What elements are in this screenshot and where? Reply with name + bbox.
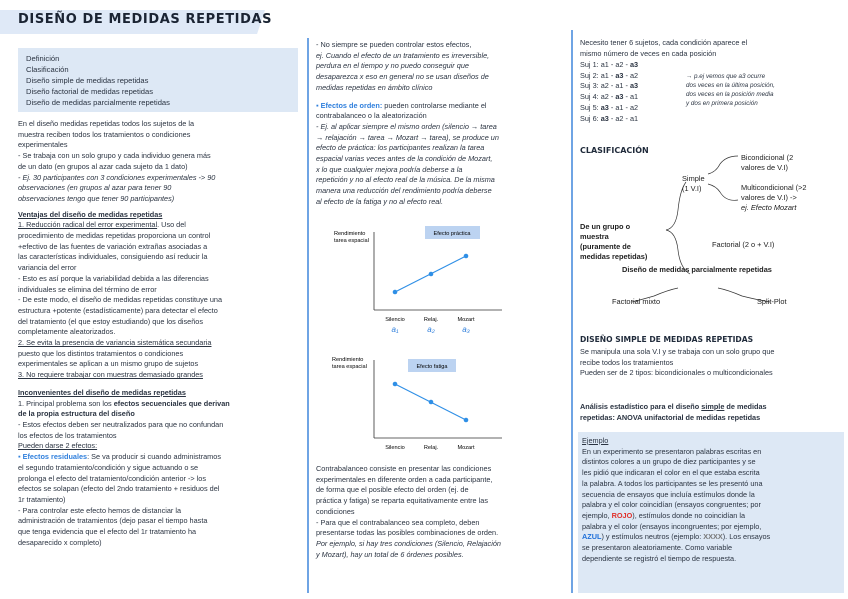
text-line: ), estímulos donde no coincidían la [632, 510, 746, 520]
text-line: medidas repetidas en ámbito clínico [316, 82, 433, 92]
text-line: pueden controlarse mediante el [382, 100, 487, 110]
text-line: 1r tratamiento) [18, 494, 66, 504]
text-line: de medidas [724, 402, 767, 411]
tree-multicondicional [741, 183, 807, 213]
y-label-line-1: Rendimiento [332, 357, 364, 363]
sujeto-row: Suj 4: a2 - a3 - a1 [580, 92, 639, 102]
text-line: palabra y el color coincidían (ensayos congruentes; por [582, 500, 761, 510]
index-item: Clasificación [26, 65, 69, 74]
ventaja-1: 1. Reducción radical del error experimental [18, 220, 158, 230]
sujeto-label: Suj 3: [580, 81, 601, 91]
text-line: se presentaron aleatoriamente. Como variable [582, 543, 733, 553]
page-title: DISEÑO DE MEDIDAS REPETIDAS [18, 12, 273, 27]
x-tick-label: Silencio [385, 445, 405, 451]
text-line: : Se va producir si cuando administramos [87, 452, 221, 462]
index-item: Diseño de medidas parcialmente repetidas [26, 98, 170, 107]
sujeto-row: Suj 1: a1 - a2 - a3 [580, 60, 639, 69]
branch-multicondicional [708, 184, 738, 200]
x-tick-label: Mozart [457, 445, 475, 451]
text-line: ej. Efecto Mozart [741, 203, 797, 212]
tree-split-plot: Split-Plot [757, 297, 787, 306]
text-line: - Se trabaja con un solo grupo y cada individuo genera más [18, 151, 211, 161]
text-line: de un dato (en grupos al azar cada sujeto da 1 dato) [18, 161, 188, 171]
text-line: perdura en el tiempo y no puedo conseguir que [316, 61, 469, 71]
text-line: - Ej. 30 participantes con 3 condiciones experimentales -> 90 [18, 172, 216, 182]
parcial-title: Diseño de medidas parcialmente repetidas [622, 265, 772, 274]
text-line: la palabra. A todos los participantes se les presentó una [582, 478, 763, 488]
data-point [393, 290, 398, 295]
ejemplo-title: Ejemplo [582, 436, 609, 445]
sujetos-list [580, 60, 680, 124]
column-1 [18, 119, 305, 548]
column-separator-right [571, 30, 573, 593]
sujeto-condition: a2 [615, 60, 624, 69]
text-line: - Ej. al aplicar siempre el mismo orden (silencio → tarea [316, 121, 497, 131]
column-2-top [316, 40, 568, 208]
text-line: → p.ej vemos que a3 ocurre [686, 73, 766, 80]
text-line: del tratamiento (el que estoy estudiando) que los diseños [18, 316, 203, 326]
text-line: los efectos de los tratamientos [18, 430, 117, 440]
sujeto-label: Suj 2: [580, 70, 601, 80]
chart-title: Efecto fatiga [416, 364, 448, 370]
y-axis-label [334, 231, 369, 244]
text-underline: simple [701, 402, 725, 411]
text-line: puesto que los distintos tratamientos o condiciones [18, 348, 184, 358]
tree-factorial: Factorial (2 o + V.I) [712, 240, 775, 249]
text-line: estructura +potente (estadísticamente) para detectar el efecto [18, 305, 218, 315]
sujeto-row: Suj 5: a3 - a1 - a2 [580, 102, 639, 112]
text-line: repetición y no al efecto real de la música. De la misma [316, 175, 495, 185]
text-line: Bicondicional (2 [741, 153, 794, 162]
text-line: desaparecido x completo) [18, 537, 102, 547]
text-line: mismo número de veces en cada posición [580, 48, 717, 58]
text-line: manera una reducción del rendimiento podría deberse [316, 186, 492, 196]
sujeto-condition: a3 [615, 70, 624, 80]
text-line: En un experimento se presentaron palabras escritas en [582, 446, 762, 456]
tree-bicondicional [741, 153, 793, 173]
text-line: Pueden ser de 2 tipos: bicondicionales o multicondicionales [580, 368, 773, 378]
text-line: prolonga el efecto del tratamiento/condición anterior -> los [18, 473, 207, 483]
text-line: Contrabalanceo consiste en presentar las condiciones [316, 464, 492, 473]
text-line: - Estos efectos deben ser neutralizados para que no confundan [18, 419, 224, 429]
text-line: De un grupo o [580, 222, 631, 231]
text-line: muestra reciben todos los tratamientos o condiciones [18, 129, 191, 139]
sujetos-note [686, 72, 775, 108]
index-item: Diseño simple de medidas repetidas [26, 76, 149, 85]
text-line: condiciones [316, 506, 355, 516]
text-line: valores de V.I) [741, 163, 788, 172]
sujeto-condition: a2 [615, 113, 624, 123]
sujeto-condition: a3 [600, 102, 609, 112]
data-point [429, 400, 434, 405]
chart-title: Efecto práctica [433, 231, 471, 237]
sujeto-condition: a3 [600, 113, 609, 123]
text-line: muestra [580, 232, 609, 241]
sujeto-label: Suj 4: [580, 92, 601, 102]
text-line: experimentales en diferente orden a cada participante, [316, 474, 493, 484]
text-line: - Para controlar este efecto hemos de distanciar la [18, 505, 182, 515]
text-line: En el diseño medidas repetidas todos los sujetos de la [18, 119, 195, 128]
text-line: Por ejemplo, si hay tres condiciones (Silencio, Relajación [316, 538, 501, 548]
text-line: Simple [682, 174, 705, 183]
text-line: que tenga evidencia que el efecto del 1r tratamiento ha [18, 527, 197, 537]
sujeto-condition: a1 [600, 60, 609, 69]
text-line: distintos colores a un grupo de diez participantes y se [582, 457, 756, 467]
text-line: les pidió que indicaran el color en el que estaba escrita [582, 468, 760, 478]
text-line: al efecto de la fatiga y no al efecto real. [316, 196, 443, 206]
text-line: el segundo tratamiento/condición y sigue actuando o se [18, 462, 199, 472]
efectos-orden-label: Efectos de orden: [320, 100, 383, 110]
section-heading-inconvenientes: Inconvenientes del diseño de medidas repetidas [18, 387, 186, 397]
text-line: observaciones tengo que tener 90 participantes) [18, 193, 175, 203]
text-line: las características individuales, consiguiendo así reducir la [18, 252, 208, 262]
word-xxxx: XXXX [703, 532, 723, 542]
sujeto-row: Suj 6: a3 - a2 - a1 [580, 113, 639, 123]
ejemplo-text [582, 436, 842, 564]
chart-efecto-fatiga [330, 352, 505, 457]
index-item: Diseño factorial de medidas repetidas [26, 87, 154, 96]
text-line: 1. Principal problema son los [18, 398, 114, 408]
text-line: práctica y fatiga) se reparta equitativamente entre las [316, 496, 488, 506]
text-line: secuencia de ensayos que incluía estímulos donde la [582, 489, 755, 499]
x-tick-subscript: a₃ [462, 325, 470, 334]
y-label-line-2: tarea espacial [332, 364, 367, 370]
x-tick-label: Relaj. [423, 317, 439, 323]
sujeto-condition: a2 [600, 81, 609, 91]
sujeto-condition: a1 [629, 113, 639, 123]
sujeto-row: Suj 3: a2 - a1 - a3 [580, 81, 639, 91]
sujetos-intro [580, 38, 842, 59]
sujeto-condition: a1 [629, 92, 639, 102]
column-2-bottom [316, 464, 568, 560]
diseno-simple-title: DISEÑO SIMPLE DE MEDIDAS REPETIDAS [580, 335, 754, 344]
text-line: contrabalanceo o la aleatorización [316, 111, 427, 121]
text-line: ej. Cuando el efecto de un tratamiento es irreversible, [316, 50, 490, 60]
text-line: Multicondicional (>2 [741, 183, 807, 192]
text-line: y Mozart), hay un total de 6 órdenes posibles. [316, 549, 464, 559]
index-item: Definición [26, 54, 60, 63]
tree-simple [682, 174, 705, 194]
sujeto-condition: a3 [629, 60, 639, 69]
y-label-line-1: Rendimiento [334, 231, 366, 237]
diseno-simple-text [580, 347, 842, 379]
word-rojo: ROJO [611, 510, 633, 520]
text-line: presentarse todas las posibles combinaciones de orden. [316, 528, 499, 538]
text-line: . Uso del [157, 220, 186, 230]
text-line: Pueden darse 2 efectos: [18, 441, 98, 451]
text-line: +efectivo de las fuentes de variación extrañas asociadas a [18, 241, 208, 251]
text-line: y dos en primera posición [686, 100, 758, 107]
y-label-line-2: tarea espacial [334, 238, 369, 244]
sujeto-row: Suj 2: a1 - a3 - a2 [580, 70, 639, 80]
text-line: desaparezca x eso en general no se usan diseños de [316, 72, 489, 82]
sujeto-label: Suj 1: [580, 60, 601, 69]
word-azul: AZUL [582, 532, 602, 542]
text-line: ) y estímulos neutros (ejemplo: [601, 532, 704, 542]
text-line: observaciones (en grupos al azar para tener 90 [18, 183, 172, 193]
column-separator-left [307, 38, 309, 593]
branch-bicondicional [708, 156, 738, 174]
text-line: (puramente de [580, 242, 631, 251]
data-point [429, 272, 434, 277]
text-line: variancia del error [18, 263, 77, 273]
text-line: efectos se solapan (efecto del 2ndo tratamiento + residuos del [18, 484, 220, 494]
text-line: palabra y el color (ensayos incongruentes; por ejemplo, [582, 521, 762, 531]
text-line: Se manipula una sola V.I y se trabaja con un solo grupo que [580, 347, 775, 356]
chart-efecto-practica [330, 224, 505, 344]
x-tick-label: Silencio [385, 317, 405, 323]
sujeto-condition: a1 [615, 81, 624, 91]
text-line: completamente aleatorizados. [18, 327, 116, 337]
sujeto-condition: a2 [600, 92, 609, 102]
sujeto-condition: a2 [629, 102, 639, 112]
text-line: Análisis estadístico para el diseño [580, 402, 702, 411]
x-tick-label: Mozart [457, 317, 475, 323]
sujeto-condition: a1 [600, 70, 609, 80]
bullet-icon: ▪ [316, 100, 321, 110]
sujeto-condition: a1 [615, 102, 624, 112]
text-line: procedimiento de medidas repetidas proporciona un control [18, 231, 211, 241]
text-line: dos veces en la última posición, [686, 82, 775, 89]
index-list [26, 53, 170, 108]
clasificacion-title: CLASIFICACIÓN [580, 146, 649, 155]
text-line: valores de V.I) -> [741, 193, 797, 202]
text-line: ejemplo, [582, 510, 612, 520]
data-point [464, 418, 469, 423]
text-line: repetidas: ANOVA unifactorial de medidas repetidas [580, 412, 761, 422]
text-line: (1 V.I) [682, 184, 702, 193]
y-axis-label [332, 357, 367, 370]
text-line: experimentales se aplican a un mismo grupo de sujetos [18, 359, 199, 369]
x-tick-subscript: a₁ [391, 325, 399, 334]
text-line: - Esto es así porque la variabilidad debida a las diferencias [18, 273, 209, 283]
tree-factorial-mixto: Factorial mixto [612, 297, 661, 306]
text-line: x lo que cualquier mejora podría deberse a la [316, 164, 463, 174]
text-bold: efectos secuenciales que derivan [113, 398, 230, 408]
ventaja-2: 2. Se evita la presencia de variancia sistemática secundaria [18, 338, 212, 348]
sujeto-condition: a3 [629, 81, 639, 91]
efectos-residuales-label: Efectos residuales [22, 452, 88, 462]
text-line: - Para que el contrabalanceo sea completo, deben [316, 517, 480, 527]
x-tick-subscript: a₂ [427, 325, 435, 334]
text-bold: de la propia estructura del diseño [18, 409, 135, 419]
sujeto-label: Suj 5: [580, 102, 601, 112]
analisis-text [580, 402, 842, 423]
section-heading-ventajas: Ventajas del diseño de medidas repetidas [18, 209, 163, 219]
text-line: de forma que el posible efecto del orden (ej. de [316, 485, 469, 495]
text-line: dependiente se registró el tiempo de respuesta. [582, 553, 737, 563]
sujeto-label: Suj 6: [580, 113, 601, 123]
text-line: ). Los ensayos [722, 532, 771, 542]
text-line: efecto de práctica: los participantes realizan la tarea [316, 143, 485, 153]
tree-root [580, 222, 647, 262]
text-line: Necesito tener 6 sujetos, cada condición aparece el [580, 38, 748, 47]
ventaja-3: 3. No requiere trabajar con muestras demasiado grandes [18, 370, 203, 380]
text-line: espacial varias veces antes de la condición de Mozart, [316, 154, 493, 164]
text-line: → relajación → tarea → Mozart → tarea), se produce un [316, 132, 499, 142]
text-line: - No siempre se pueden controlar estos efectos, [316, 40, 472, 49]
text-line: experimentales [18, 140, 68, 150]
bullet-icon: ▪ [18, 452, 23, 462]
sujeto-condition: a2 [629, 70, 639, 80]
text-line: recibe todos los tratamientos [580, 357, 674, 367]
text-line: individuales se elimina del término de error [18, 284, 157, 294]
text-line: dos veces en la posición media [686, 91, 774, 98]
text-line: medidas repetidas) [580, 252, 648, 261]
data-point [464, 254, 469, 259]
sujeto-condition: a3 [615, 92, 624, 102]
x-tick-label: Relaj. [423, 445, 439, 451]
data-point [393, 382, 398, 387]
text-line: - De este modo, el diseño de medidas repetidas constituye una [18, 295, 223, 305]
text-line: administración de tratamientos (dejo pasar el tiempo hasta [18, 516, 208, 526]
